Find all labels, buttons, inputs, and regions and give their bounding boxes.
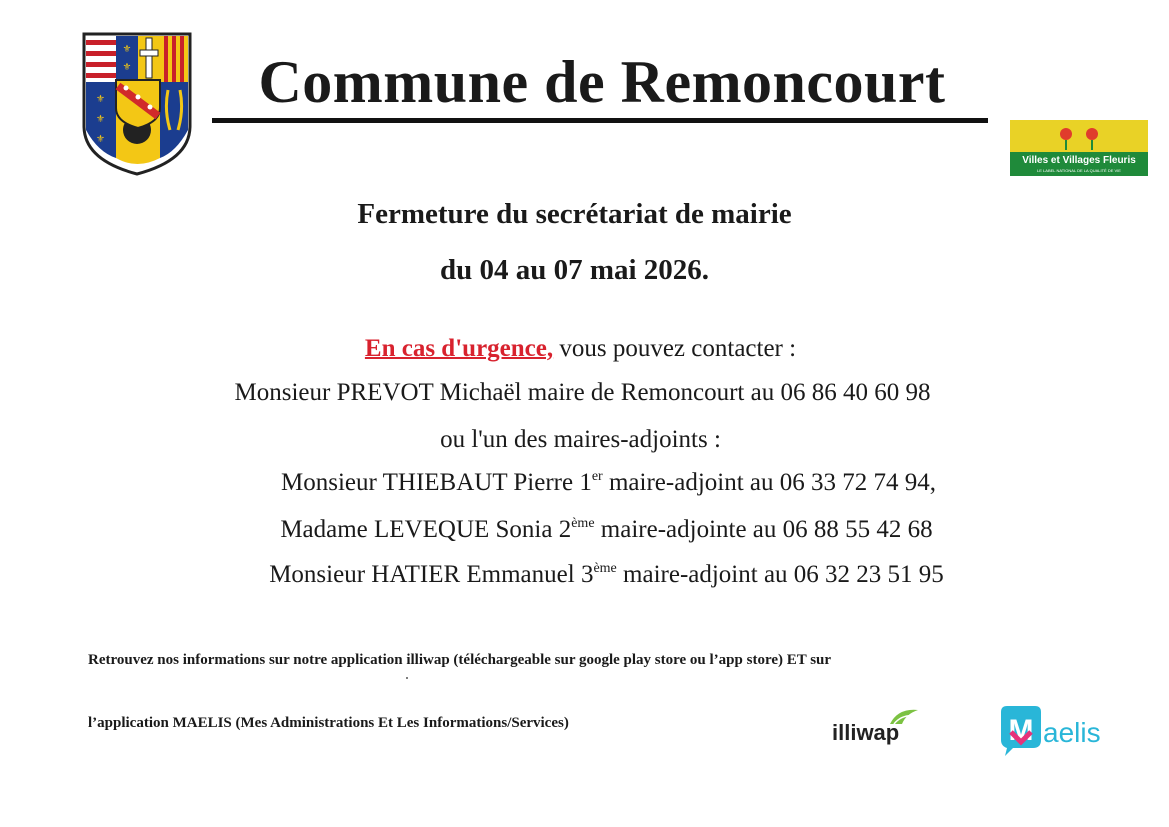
vvf-logo-subtext: LE LABEL NATIONAL DE LA QUALITÉ DE VIE — [1037, 168, 1121, 173]
notice-heading-line1: Fermeture du secrétariat de mairie — [357, 198, 792, 230]
adjoint-line-2 — [22, 514, 1169, 546]
maelis-logo-initial: M — [1008, 714, 1034, 747]
svg-text:⚜: ⚜ — [96, 134, 105, 145]
adjoint-2-after: maire-adjointe au 06 88 55 42 68 — [594, 516, 933, 543]
adjoint-1-before: Monsieur THIEBAUT Pierre 1 — [281, 469, 592, 496]
adjoint-3-before: Monsieur HATIER Emmanuel 3 — [269, 561, 594, 588]
adjoint-2-ordinal: ème — [571, 516, 595, 531]
urgent-rest: vous pouvez contacter : — [553, 335, 797, 362]
svg-text:⚜: ⚜ — [96, 114, 105, 125]
adjoints-intro: ou l'un des maires-adjoints : — [440, 426, 721, 453]
adjoint-line-1 — [24, 467, 1169, 499]
svg-text:⚜: ⚜ — [122, 62, 132, 73]
adjoint-1-after: maire-adjoint au 06 33 72 74 94, — [602, 469, 936, 496]
adjoint-line-3 — [22, 559, 1169, 591]
footer-line-2: l’application MAELIS (Mes Administrations Et Les Informations/Services) — [88, 715, 569, 731]
svg-text:⚜: ⚜ — [122, 44, 132, 55]
adjoint-3-after: maire-adjoint au 06 32 23 51 95 — [616, 561, 944, 588]
villes-villages-fleuris-logo — [1010, 120, 1148, 176]
page-title: Commune de Remoncourt — [258, 49, 946, 115]
illiwap-logo — [832, 706, 920, 746]
urgent-label: En cas d'urgence, — [364, 335, 554, 362]
illiwap-logo-text: illiwap — [832, 720, 900, 745]
speck — [406, 677, 408, 679]
coat-of-arms-icon — [80, 30, 194, 176]
adjoint-2-before: Madame LEVEQUE Sonia 2 — [280, 516, 572, 543]
footer-line-1: Retrouvez nos informations sur notre application illiwap (téléchargeable sur google play store ou l’app store) ET sur — [88, 652, 832, 668]
title-underline — [212, 118, 988, 123]
maelis-logo — [995, 702, 1110, 758]
mayor-contact-line: Monsieur PREVOT Michaël maire de Remoncourt au 06 86 40 60 98 — [234, 379, 931, 406]
vvf-logo-text: Villes et Villages Fleuris — [1022, 155, 1136, 166]
svg-text:⚜: ⚜ — [96, 94, 105, 105]
adjoint-1-ordinal: er — [591, 469, 603, 484]
urgent-contact-line — [0, 333, 1165, 365]
adjoint-3-ordinal: ème — [593, 561, 617, 576]
notice-heading-line2: du 04 au 07 mai 2026. — [439, 254, 710, 286]
maelis-logo-text: aelis — [1043, 717, 1101, 748]
